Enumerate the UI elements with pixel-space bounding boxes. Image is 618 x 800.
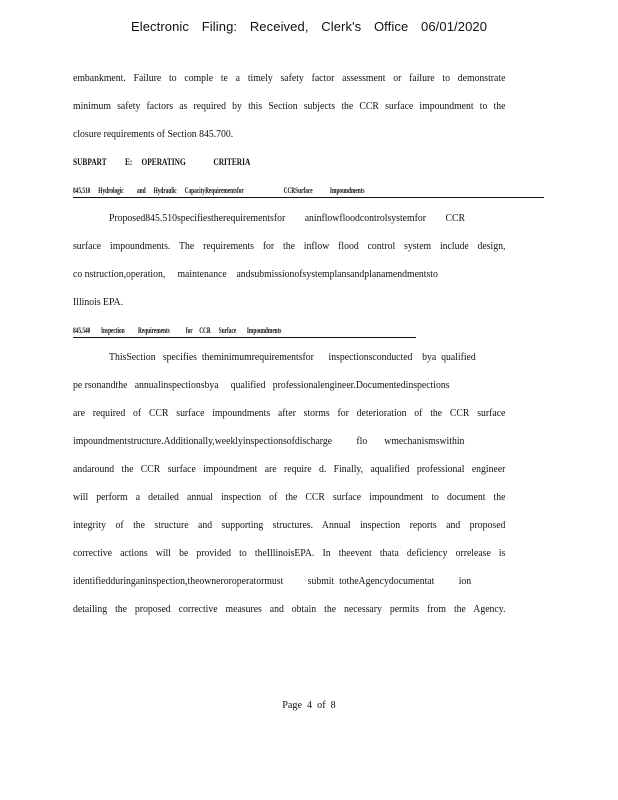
body-text-line: minimum safety factors as required by this Section subjects the CCR surface impoundment to the: [73, 101, 506, 112]
body-text-line: co nstruction,operation, maintenance andsubmissionofsystemplansandplanamendmentsto: [73, 269, 438, 280]
body-text-line: pe rsonandthe annualinspectionsbya qualified professionalengineer.Documentedinspections: [73, 380, 450, 391]
body-text-line: surface impoundments. The requirements for the inflow flood control system include design,: [73, 241, 506, 252]
body-text-line: Illinois EPA.: [73, 297, 124, 308]
section-845-510-heading: 845.510 Hydrologic and Hydraulic CapacityRequirementsfor CCRSurface Impoundments: [73, 185, 365, 195]
page-number-footer: Page 4 of 8: [282, 699, 336, 711]
body-text-line: identifiedduringaninspection,theowneroroperatormust submit totheAgencydocumentat ion: [73, 576, 472, 587]
body-text-line: are required of CCR surface impoundments after storms for deterioration of the CCR surface: [73, 408, 506, 419]
subpart-heading: SUBPART E: OPERATING CRITERIA: [73, 157, 251, 167]
body-text-line: embankment. Failure to comple te a timely safety factor assessment or failure to demonstrate: [73, 73, 506, 84]
body-text-line: Proposed845.510specifiestherequirementsfor aninflowfloodcontrolsystemfor CCR: [109, 213, 465, 224]
body-text-line: corrective actions will be provided to theIllinoisEPA. In theevent thata deficiency orrelease is: [73, 548, 506, 559]
body-text-line: closure requirements of Section 845.700.: [73, 129, 234, 140]
body-text-line: ThisSection specifies theminimumrequirementsfor inspectionsconducted bya qualified: [109, 352, 476, 363]
body-text-line: detailing the proposed corrective measures and obtain the necessary permits from the Agency.: [73, 604, 506, 615]
heading-underline: [73, 197, 544, 198]
body-text-line: integrity of the structure and supporting structures. Annual inspection reports and proposed: [73, 520, 506, 531]
heading-underline: [73, 337, 416, 338]
body-text-line: impoundmentstructure.Additionally,weeklyinspectionsofdischarge flo wmechanismswithin: [73, 436, 465, 447]
section-845-540-heading: 845.540 Inspection Requirements for CCR Surface Impoundments: [73, 325, 282, 335]
filing-stamp-header: Electronic Filing: Received, Clerk's Office 06/01/2020: [130, 19, 488, 34]
body-text-line: will perform a detailed annual inspection of the CCR surface impoundment to document the: [73, 492, 506, 503]
body-text-line: andaround the CCR surface impoundment are require d. Finally, aqualified professional engineer: [73, 464, 506, 475]
